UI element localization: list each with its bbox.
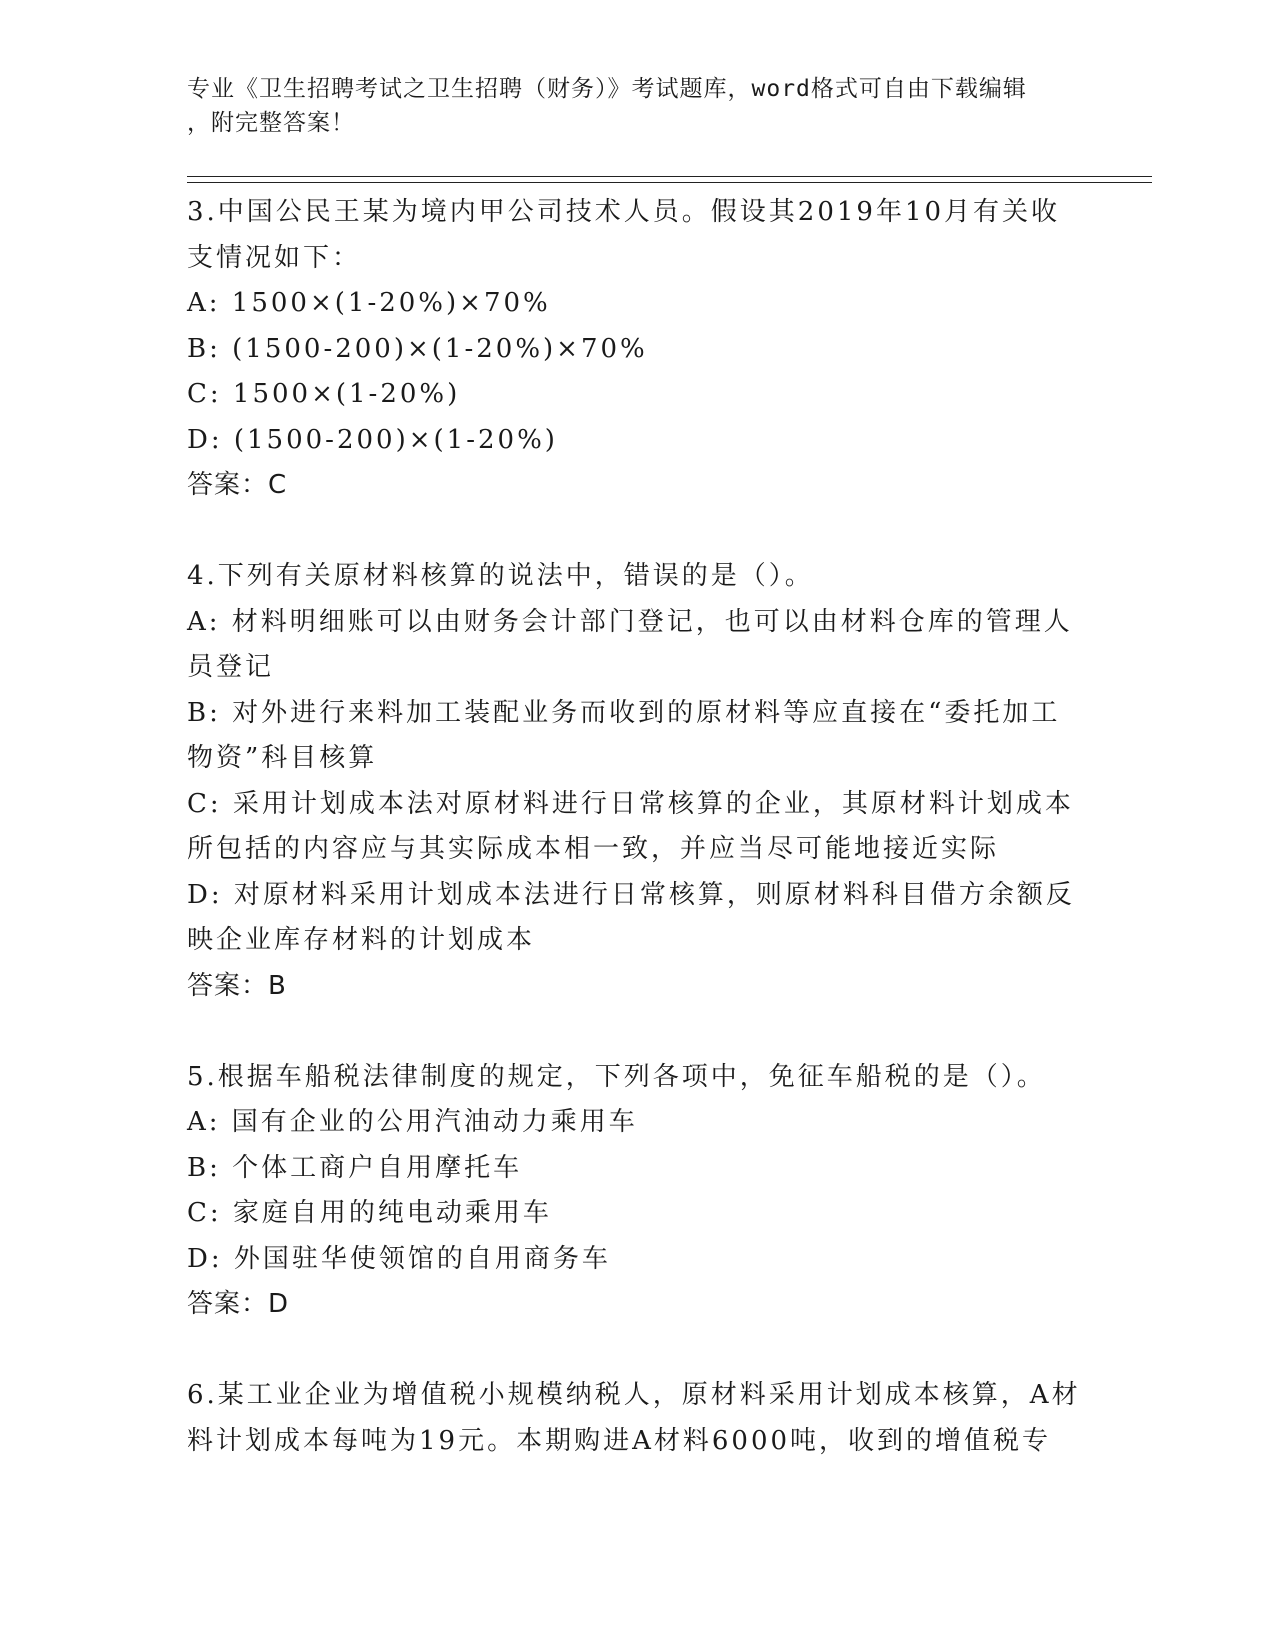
question-3-answer: 答案：C: [187, 470, 288, 500]
question-3-stem-line-1: 3.中国公民王某为境内甲公司技术人员。假设其2019年10月有关收: [187, 197, 1061, 227]
question-gap: [187, 1009, 1087, 1055]
question-3: [187, 190, 1087, 509]
question-4-option-b-line-2: 物资”科目核算: [187, 743, 378, 773]
header-rule-top: [187, 176, 1152, 177]
question-5-option-c: C: 家庭自用的纯电动乘用车: [187, 1198, 552, 1228]
question-5-option-a: A: 国有企业的公用汽油动力乘用车: [187, 1107, 638, 1137]
question-6-stem-line-2: 料计划成本每吨为19元。本期购进A材料6000吨，收到的增值税专: [187, 1425, 1052, 1456]
question-3-option-d: D: (1500-200)×(1-20%): [187, 424, 558, 455]
question-5-option-d: D: 外国驻华使领馆的自用商务车: [187, 1243, 611, 1274]
question-4-option-a-line-1: A: 材料明细账可以由财务会计部门登记，也可以由材料仓库的管理人: [187, 606, 1073, 637]
question-3-option-c: C: 1500×(1-20%): [187, 379, 461, 409]
question-4-option-c-line-1: C: 采用计划成本法对原材料进行日常核算的企业，其原材料计划成本: [187, 788, 1074, 819]
header-rule-bottom: [187, 182, 1152, 183]
question-5: [187, 1055, 1087, 1328]
question-3-stem-line-2: 支情况如下：: [187, 242, 362, 273]
document-header: [187, 72, 1067, 140]
question-4-option-d-line-1: D: 对原材料采用计划成本法进行日常核算，则原材料科目借方余额反: [187, 879, 1075, 910]
question-4-option-b-line-1: B: 对外进行来料加工装配业务而收到的原材料等应直接在“委托加工: [187, 697, 1061, 728]
question-4-answer: 答案：B: [187, 970, 287, 1001]
question-4: [187, 554, 1087, 1009]
question-5-answer: 答案：D: [187, 1289, 290, 1319]
header-line-1: 专业《卫生招聘考试之卫生招聘（财务）》考试题库，word格式可自由下载编辑: [187, 76, 1027, 102]
question-list: [187, 190, 1087, 1464]
question-3-option-a: A: 1500×(1-20%)×70%: [187, 288, 551, 318]
question-gap: [187, 1328, 1087, 1374]
question-gap: [187, 509, 1087, 555]
question-4-option-c-line-2: 所包括的内容应与其实际成本相一致，并应当尽可能地接近实际: [187, 834, 1000, 864]
question-6: [187, 1373, 1087, 1464]
question-4-stem-line-1: 4.下列有关原材料核算的说法中，错误的是（）。: [187, 561, 814, 591]
header-line-2: ，附完整答案！: [187, 110, 355, 136]
question-5-option-b: B: 个体工商户自用摩托车: [187, 1152, 523, 1183]
question-4-option-d-line-2: 映企业库存材料的计划成本: [187, 925, 536, 955]
question-4-option-a-line-2: 员登记: [187, 652, 275, 682]
question-5-stem-line-1: 5.根据车船税法律制度的规定，下列各项中，免征车船税的是（）。: [187, 1061, 1046, 1092]
question-6-stem-line-1: 6.某工业企业为增值税小规模纳税人，原材料采用计划成本核算，A材: [187, 1380, 1081, 1410]
question-3-option-b: B: (1500-200)×(1-20%)×70%: [187, 333, 648, 364]
